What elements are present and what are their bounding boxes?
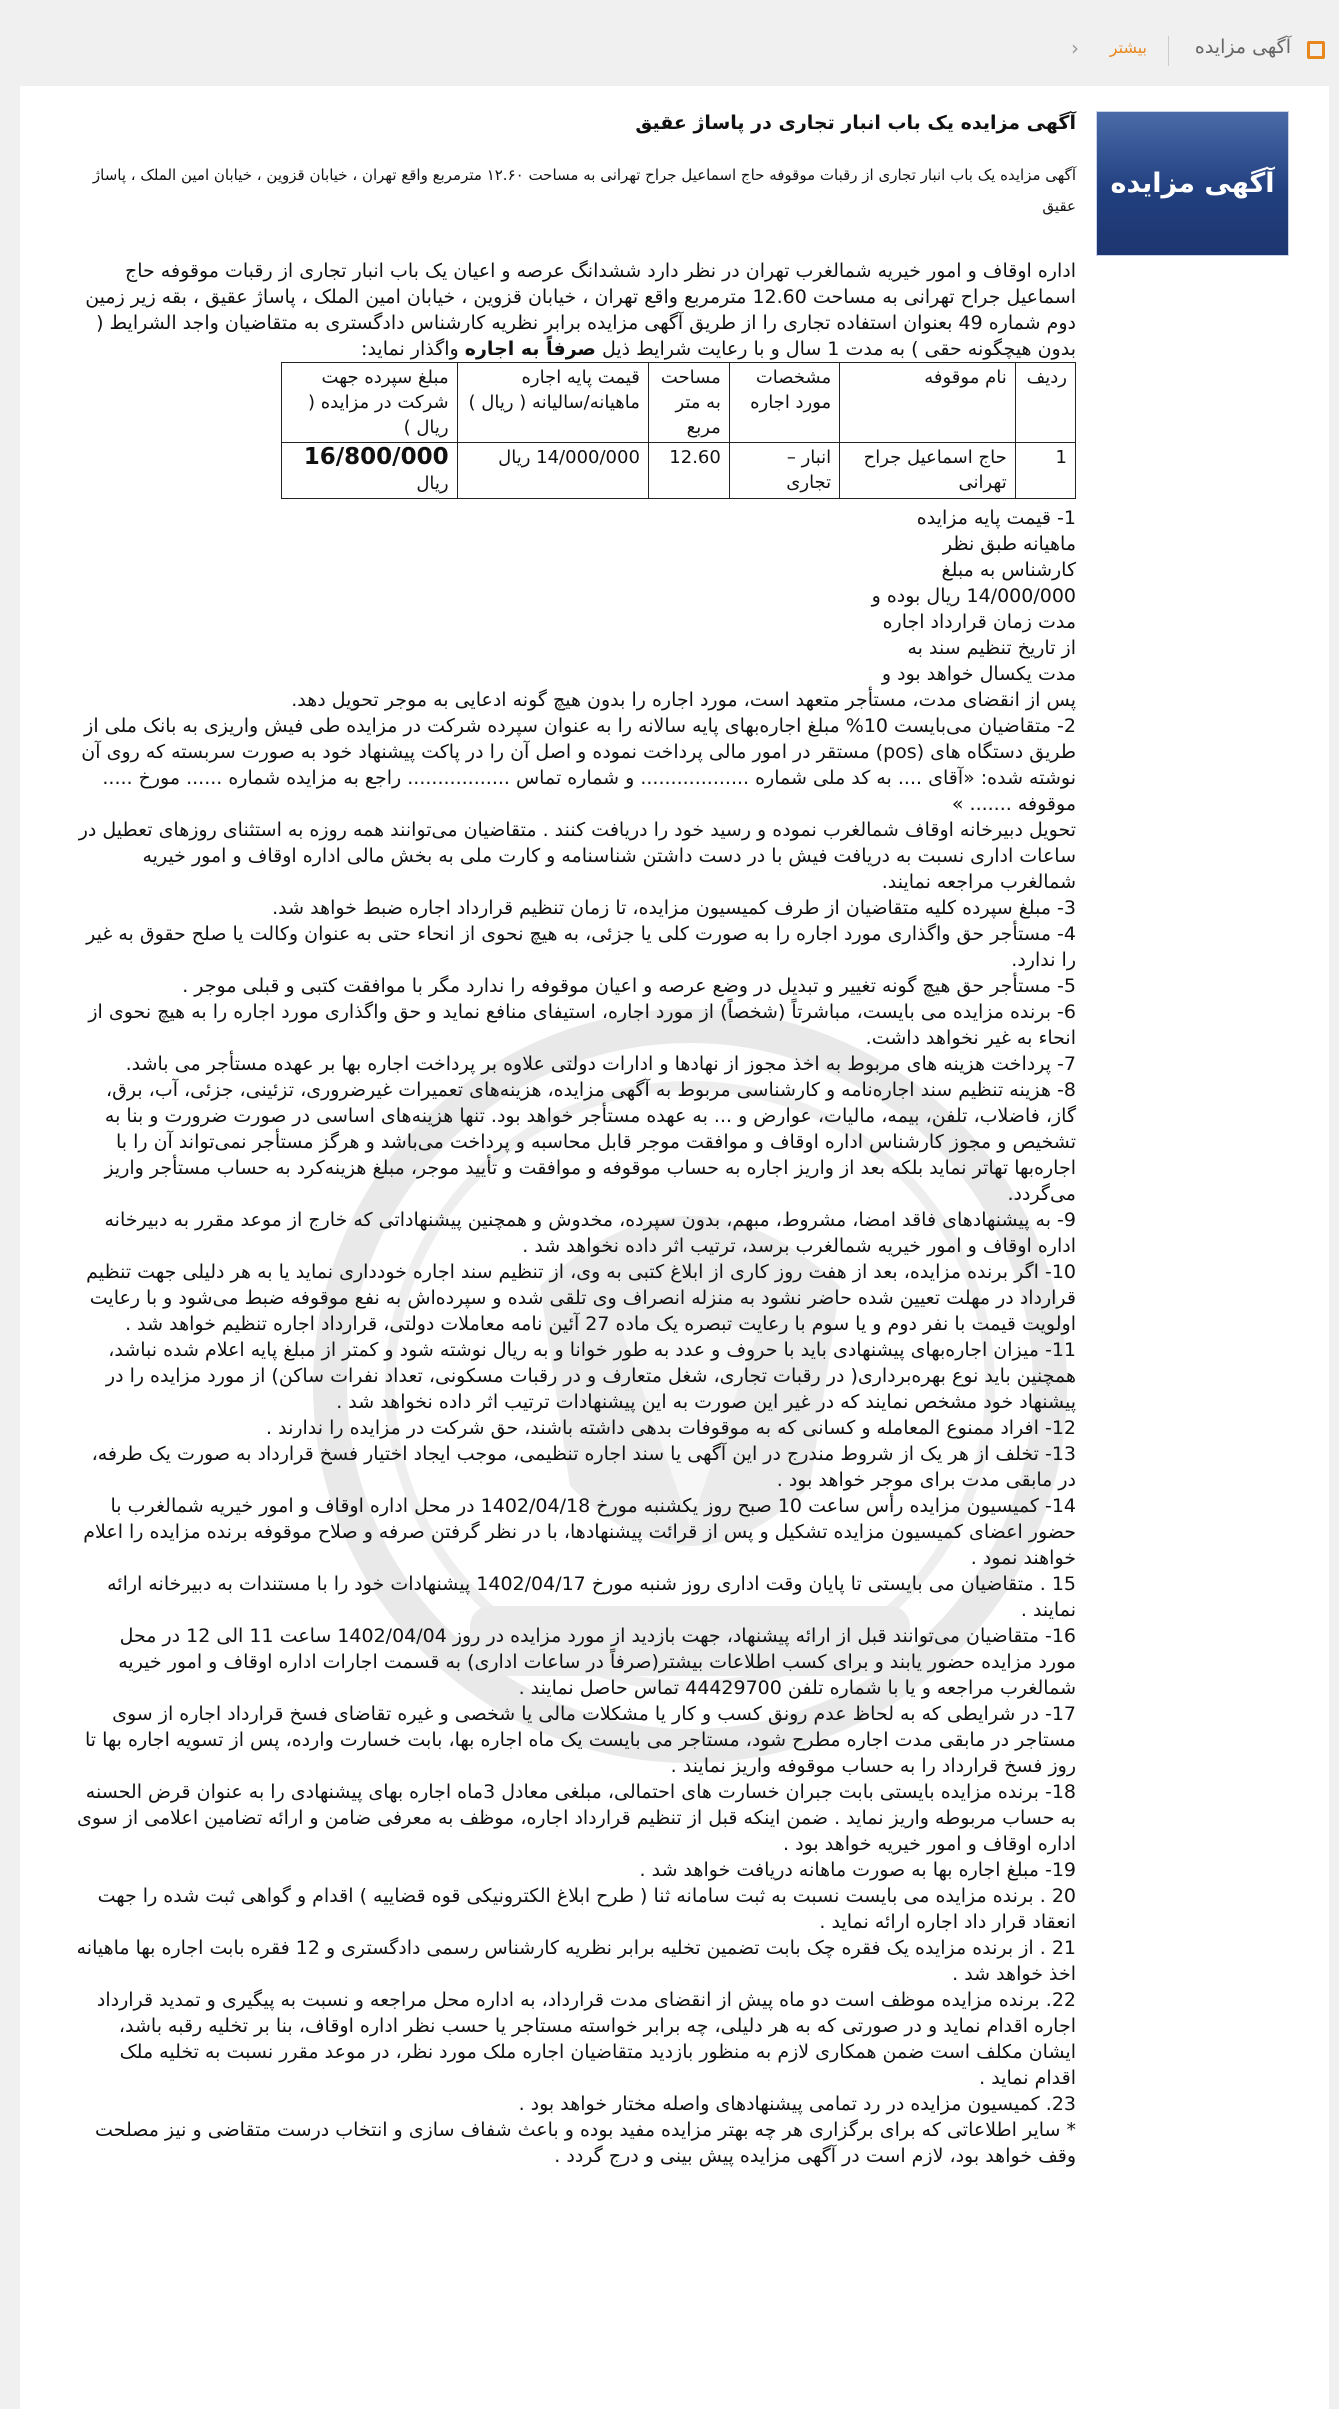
table-header: مشخصات مورد اجاره	[729, 363, 839, 443]
clause: 7- پرداخت هزینه های مربوط به اخذ مجوز از نهادها و ادارات دولتی علاوه بر پرداخت اجاره بها بر عهده مستأجر می باشد.	[125, 1053, 1076, 1075]
clause: 3- مبلغ سپرده کلیه متقاضیان از طرف کمیسیون مزایده، تا زمان تنظیم قرارداد اجاره ضبط خواهد شد.	[272, 897, 1076, 919]
table-header: نام موقوفه	[840, 363, 1016, 443]
clause: 9- به پیشنهادهای فاقد امضا، مشروط، مبهم، بدون سپرده، مخدوش و همچنین پیشنهاداتی که خارج از موعد مقرر به دبیرخانه اداره اوقاف و امور خیریه شمالغرب برسد، ترتیب اثر داده نخواهد شد .	[104, 1209, 1076, 1257]
clause: 10- اگر برنده مزایده، بعد از هفت روز کاری از ابلاغ کتبی به وی، از تنظیم سند اجاره خودداری نماید یا به هر دلیلی جهت تنظیم قرارداد در مهلت تعیین شده حاضر نشود به منزله انصراف وی تلقی شده و سپرده‌اش به نفع موقوفه ضبط می‌شود و با رعایت اولویت قیمت با نفر دوم و یا سوم با رعایت تبصره یک ماده 27 آئین نامه معاملات دولتی، قرارداد اجاره تنظیم خواهد شد .	[86, 1261, 1076, 1335]
table-cell: 16/800/000 ریال	[282, 443, 458, 499]
breadcrumb-current[interactable]: آگهی مزایده	[1194, 36, 1291, 58]
intro-paragraph: اداره اوقاف و امور خیریه شمالغرب تهران در نظر دارد ششدانگ عرصه و اعیان یک باب انبار تجاری از رقبات موقوفه حاج اسماعیل جراح تهرانی به مساحت 12.60 مترمربع واقع تهران ، خیابان قزوین ، خیابان امین الملک ، پاساژ عقیق ، بقه زیر زمین دوم شماره 49 بعنوان استفاده تجاری را از طریق آگهی مزایده برابر نظریه کارشناس دادگستری به متقاضیان واجد الشرایط ( بدون هیچگونه حقی ) به مدت 1 سال و با رعایت شرایط ذیل صرفاً به اجاره واگذار نماید:	[85, 260, 1076, 360]
intro-emphasis: صرفاً به اجاره	[464, 338, 596, 360]
clause: 13- تخلف از هر یک از شروط مندرج در این آگهی یا سند اجاره تنظیمی، موجب ایجاد اختیار فسخ قرارداد به صورت یک طرفه، در مابقی مدت برای موجر خواهد بود .	[91, 1443, 1076, 1491]
clause: 15 . متقاضیان می بایستی تا پایان وقت اداری روز شنبه مورخ 1402/04/17 پیشنهادات خود را با مستندات به دبیرخانه ارائه نمایند .	[107, 1573, 1076, 1621]
clause: 23. کمیسیون مزایده در رد تمامی پیشنهادهای واصله مختار خواهد بود .	[518, 2093, 1076, 2115]
table-cell: 12.60	[648, 443, 729, 499]
clause: 14- کمیسیون مزایده رأس ساعت 10 صبح روز یکشنبه مورخ 1402/04/18 در محل اداره اوقاف و امور خیریه شمالغرب با حضور اعضای کمیسیون مزایده تشکیل و پس از قرائت پیشنهادها، با در نظر گرفتن صرفه و صلاح موقوفه برنده مزایده را اعلام خواهند نمود .	[83, 1495, 1076, 1569]
table-header: ردیف	[1015, 363, 1075, 443]
clause: 2- متقاضیان می‌بایست 10% مبلغ اجاره‌بهای پایه سالانه را به عنوان سپرده شرکت در مزایده طی فیش واریزی به بانک ملی از طریق دستگاه های (pos) مستقر در امور مالی پرداخت نموده و اصل آن را در پاکت پیشنهاد خود به صورت سربسته که روی آن نوشته شده: «آقای .... به کد ملی شماره .................. و شماره تماس ................. راجع به مزایده شماره ...... مورخ ..... موقوفه ....... »	[81, 715, 1076, 815]
table-cell: 14/000/000 ریال	[457, 443, 648, 499]
pricing-block	[76, 362, 1076, 687]
clause: 6- برنده مزایده می بایست، مباشرتاً (شخصاً) از مورد اجاره، استیفای منافع نماید و حق واگذاری مورد اجاره را به هیچ نحوی از انحاء به غیر نخواهد داشت.	[88, 1001, 1076, 1049]
clause: 8- هزینه تنظیم سند اجاره‌نامه و کارشناسی مربوط به آگهی مزایده، هزینه‌های تعمیرات غیرضروری، تزئینی، جزئی، آب، برق، گاز، فاضلاب، تلفن، بیمه، مالیات، عوارض و ... به عهده مستأجر خواهد بود. تنها هزینه‌های اساسی در صورت ضرورت و بنا به تشخیص و مجوز کارشناس اداره اوقاف و موافقت موجر قابل محاسبه و پرداخت می‌باشد و هرگز مستأجر نمی‌تواند آن را با اجاره‌بها تهاتر نماید بلکه بعد از واریز اجاره به حساب موقوفه و موافقت و تأیید موجر، مبلغ هزینه‌کرد به حساب مستأجر واریز می‌گردد.	[104, 1079, 1076, 1205]
breadcrumb-divider	[1168, 36, 1169, 66]
clause: 5- مستأجر حق هیچ گونه تغییر و تبدیل در وضع عرصه و اعیان موقوفه را ندارد مگر با موافقت کتبی و قبلی موجر .	[182, 975, 1076, 997]
article-summary: آگهی مزایده یک باب انبار تجاری از رقبات موقوفه حاج اسماعیل جراح تهرانی به مساحت ۱۲.۶۰ مترمربع واقع تهران ، خیابان قزوین ، خیابان امین الملک ، پاساژ عقیق	[92, 166, 1076, 215]
clause: 22. برنده مزایده موظف است دو ماه پیش از انقضای مدت قرارداد، به اداره محل مراجعه و نسبت به پیگیری و تمدید قرارداد اجاره اقدام نماید و در صورتی که به هر دلیلی، چه برابر خواسته مستاجر یا حسب نظر اداره اوقاف، بنا بر تخلیه رقبه باشد، ایشان مکلف است ضمن همکاری لازم به منظور بازدید متقاضیان اجاره ملک مورد نظر، در موعد مقرر نسبت به تخلیه ملک اقدام نماید .	[96, 1989, 1076, 2089]
clause: 4- مستأجر حق واگذاری مورد اجاره را به صورت کلی یا جزئی، به هیچ نحوی از انحاء حتی به عنوان وکالت یا صلح حقوق به غیر را ندارد.	[86, 923, 1076, 971]
clause: 11- میزان اجاره‌بهای پیشنهادی باید با حروف و عدد به طور خوانا و به ریال نوشته شود و کمتر از مبلغ پایه اعلام شده نباشد، همچنین باید نوع بهره‌برداری( در رقبات تجاری، شغل متعارف و در رقبات مسکونی، تعداد نفرات ساکن) از مورد مزایده را در پیشنهاد خود مشخص نمایند که در غیر این صورت به این پیشنهادات ترتیب اثر داده نخواهد شد .	[105, 1339, 1076, 1413]
page-title: آگهی مزایده یک باب انبار تجاری در پاساژ عقیق	[635, 112, 1076, 134]
article-thumbnail[interactable]	[1096, 111, 1289, 256]
table-cell: حاج اسماعیل جراح تهرانی	[840, 443, 1016, 499]
after-table-text: پس از انقضای مدت، مستأجر متعهد است، مورد اجاره را بدون هیچ گونه ادعایی به موجر تحویل دهد.	[291, 689, 1076, 711]
home-icon[interactable]	[1307, 41, 1325, 59]
article-body	[76, 258, 1076, 2169]
clause: 20 . برنده مزایده می بایست نسبت به ثبت سامانه ثنا ( طرح ابلاغ الکترونیکی قوه قضاییه ) اقدام و گواهی ثبت شده را جهت انعقاد قرار داد اجاره ارائه نماید .	[97, 1885, 1076, 1933]
more-link[interactable]: بیشتر	[1109, 38, 1147, 57]
clause: * سایر اطلاعاتی که برای برگزاری هر چه بهتر مزایده مفید بوده و باعث شفاف سازی و انتخاب درست متقاضی و نیز مصلحت وقف خواهد بود، لازم است در آگهی مزایده پیش بینی و درج گردد .	[95, 2119, 1076, 2167]
clause: 12- افراد ممنوع المعامله و کسانی که به موقوفات بدهی داشته باشند، حق شرکت در مزایده را ندارند .	[266, 1417, 1076, 1439]
clause: تحویل دبیرخانه اوقاف شمالغرب نموده و رسید خود را دریافت کنند . متقاضیان می‌توانند همه روزه به استثنای روزهای تعطیل در ساعات اداری نسبت به دریافت فیش با در دست داشتن شناسنامه و کارت ملی به بخش مالی اداره اوقاف و امور خیریه شمالغرب مراجعه نمایند.	[78, 819, 1076, 893]
table-header: مساحت به متر مربع	[648, 363, 729, 443]
table-header-row	[282, 363, 1076, 443]
lease-table	[281, 362, 1076, 499]
base-price-note: 1- قیمت پایه مزایده ماهیانه طبق نظر کارشناس به مبلغ 14/000/000 ریال بوده و مدت زمان قرارداد اجاره از تاریخ تنظیم سند به مدت یکسال خواهد بود و	[871, 507, 1076, 685]
table-header: قیمت پایه اجاره ماهیانه/سالیانه ( ریال )	[457, 363, 648, 443]
table-cell: انبار – تجاری	[729, 443, 839, 499]
table-row	[282, 443, 1076, 499]
clause: 18- برنده مزایده بایستی بابت جبران خسارت های احتمالی، مبلغی معادل 3ماه اجاره بهای پیشنهادی را به عنوان قرض الحسنه به حساب مربوطه واریز نماید . ضمن اینکه قبل از تنظیم قرارداد اجاره، موظف به معرفی ضامن و ارائه تضامین اعلامی از سوی اداره اوقاف و امور خیریه خواهد بود .	[77, 1781, 1076, 1855]
breadcrumb-bar	[0, 0, 1339, 86]
chevron-left-icon: ‹	[1071, 36, 1079, 60]
clause: 16- متقاضیان می‌توانند قبل از ارائه پیشنهاد، جهت بازدید از مورد مزایده در روز 1402/04/04 ساعت 11 الی 12 در محل مورد مزایده حضور یابند و برای کسب اطلاعات بیشتر(صرفاً در ساعات اداری) به قسمت اجارات اداره اوقاف و امور خیریه شمالغرب مراجعه و یا با شماره تلفن 44429700 تماس حاصل نمایند .	[118, 1625, 1076, 1699]
clause: 19- مبلغ اجاره بها به صورت ماهانه دریافت خواهد شد .	[639, 1859, 1076, 1881]
table-cell: 1	[1015, 443, 1075, 499]
article-header	[66, 112, 1076, 222]
article-card	[20, 86, 1329, 2409]
clause: 21 . از برنده مزایده یک فقره چک بابت تضمین تخلیه برابر نظریه کارشناس رسمی دادگستری و 12 فقره بابت اجاره بها ماهیانه اخذ خواهد شد .	[76, 1937, 1076, 1985]
thumbnail-label: آگهی مزایده	[1110, 168, 1275, 199]
table-header: مبلغ سپرده جهت شرکت در مزایده ( ریال )	[282, 363, 458, 443]
clause: 17- در شرایطی که به لحاظ عدم رونق کسب و کار یا مشکلات مالی یا شخصی و غیره تقاضای فسخ قرارداد اجاره از سوی مستاجر در مابقی مدت اجاره مطرح شود، مستاجر می بایست یک ماه اجاره بها، بابت خسارت وارده، پس از تسویه اجاره بها تا روز فسخ قرارداد را به حساب موقوفه واریز نمایند .	[85, 1703, 1076, 1777]
